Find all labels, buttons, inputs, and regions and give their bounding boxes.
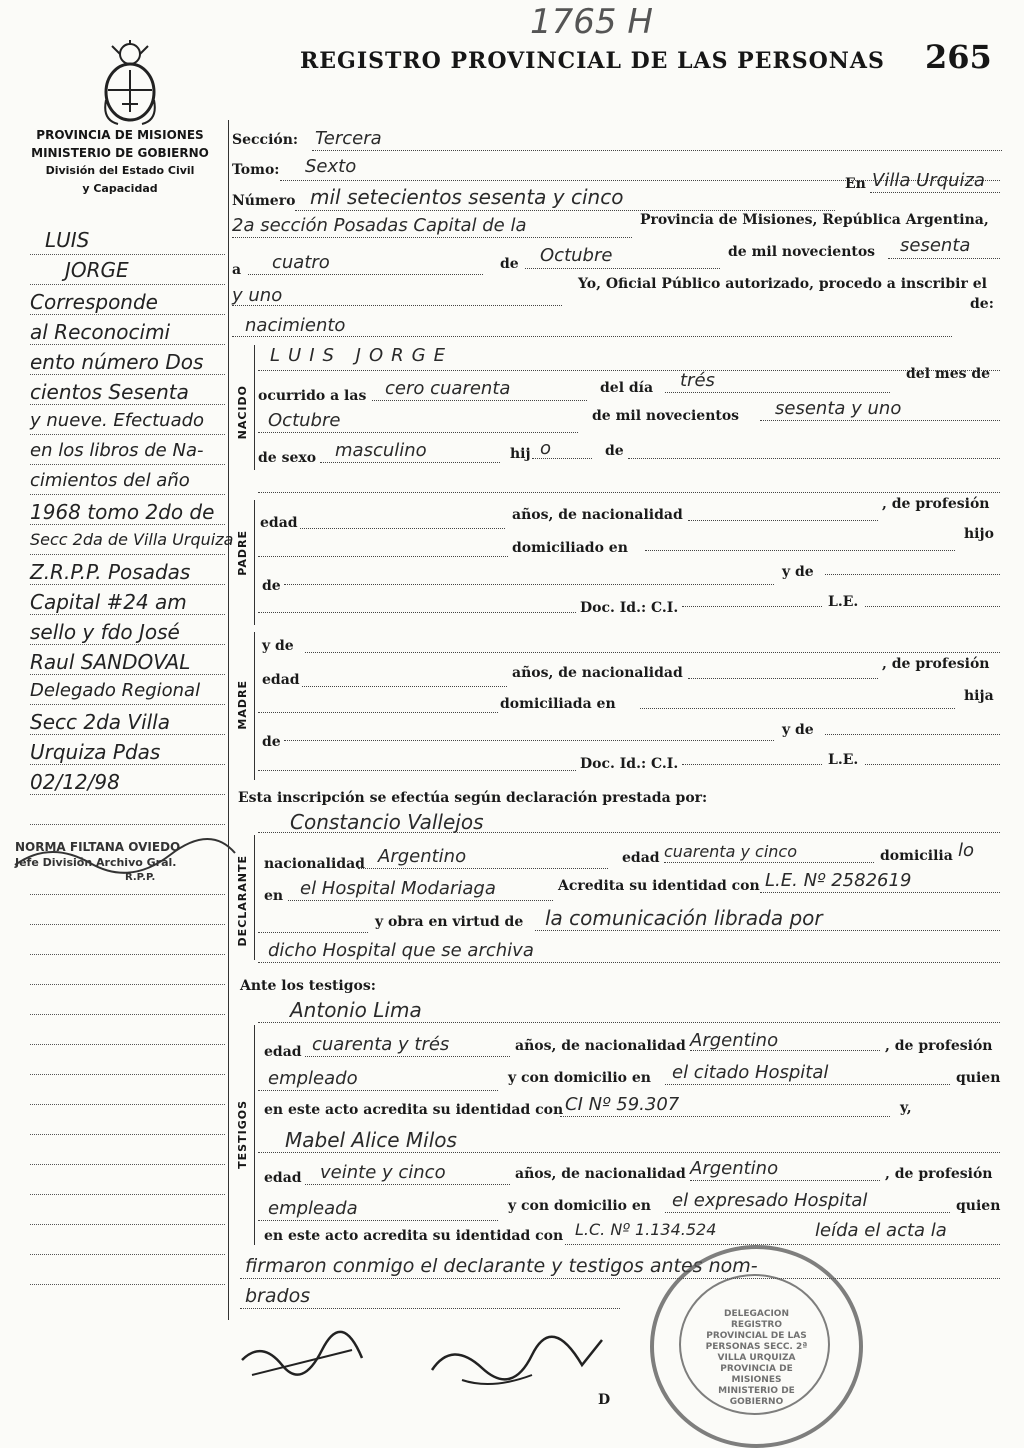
declarante-doc-value: L.E. Nº 2582619 xyxy=(765,870,912,891)
t1-quien-label: quien xyxy=(956,1070,1001,1086)
acta-type-value: nacimiento xyxy=(245,315,346,336)
provincia-label: Provincia de Misiones, República Argentina, xyxy=(640,212,989,228)
madre-de-label: de xyxy=(262,734,281,750)
declarante-edad-label: edad xyxy=(622,850,660,866)
t2-dom-label: y con domicilio en xyxy=(508,1198,651,1214)
declarante-dom-label: domicilia xyxy=(880,848,953,864)
t1-acred-label: en este acto acredita su identidad con xyxy=(264,1102,564,1118)
t2-doc-cont-value: leída el acta la xyxy=(815,1220,947,1241)
day-value: cuatro xyxy=(272,252,330,273)
margin-note-line: 02/12/98 xyxy=(30,770,120,794)
org-line: y Capacidad xyxy=(82,182,158,195)
declarante-nac-label: nacionalidad xyxy=(264,856,365,872)
de-colon-label: de: xyxy=(970,296,994,312)
stamp-line: NORMA FILTANA OVIEDO xyxy=(15,840,181,854)
margin-note-line: y nueve. Efectuado xyxy=(30,410,205,431)
margin-note-line: Secc 2da de Villa Urquiza xyxy=(30,530,234,549)
declarante-obra-label: y obra en virtud de xyxy=(375,914,524,930)
bottom-mark: D xyxy=(598,1392,611,1408)
declarante-en-label: en xyxy=(264,888,284,904)
madre-edad-label: edad xyxy=(262,672,300,688)
org-block xyxy=(20,126,220,198)
margin-divider xyxy=(228,120,229,1320)
t1-edad-value: cuarenta y trés xyxy=(312,1034,450,1055)
t2-nac-value: Argentino xyxy=(690,1158,779,1179)
margin-note-line: al Reconocimi xyxy=(30,320,171,344)
padre-doc-label: Doc. Id.: C.I. xyxy=(580,600,679,616)
declarante-obra-cont-value: dicho Hospital que se archiva xyxy=(268,940,534,961)
declarante-intro: Esta inscripción se efectúa según declaración prestada por: xyxy=(238,790,708,806)
sexo-label: de sexo xyxy=(258,450,317,466)
declarante-side-label: DECLARANTE xyxy=(236,855,249,947)
madre-y-de2-label: y de xyxy=(782,722,814,738)
margin-note-line: Urquiza Pdas xyxy=(30,740,161,764)
madre-nac-label: años, de nacionalidad xyxy=(512,665,683,681)
month-value: Octubre xyxy=(540,245,613,266)
margin-note-line: cientos Sesenta xyxy=(30,380,189,404)
yo-label: Yo, Oficial Público autorizado, procedo a inscribir el xyxy=(578,276,987,292)
margin-note-line: ento número Dos xyxy=(30,350,204,374)
t2-edad-label: edad xyxy=(264,1170,302,1186)
hij-value: o xyxy=(540,438,552,459)
t1-prof-value: empleado xyxy=(268,1068,358,1089)
seccion-label: Sección: xyxy=(232,132,299,148)
padre-le-label: L.E. xyxy=(828,594,859,610)
seal-text: DELEGACION REGISTRO PROVINCIAL DE LAS PERSONAS SECC. 2ª VILLA URQUIZA PROVINCIA DE MISIONES MINISTERIO DE GOBIERNO xyxy=(705,1309,808,1407)
t1-nac-value: Argentino xyxy=(690,1030,779,1051)
margin-note-line: Secc 2da Villa xyxy=(30,710,170,734)
declarante-en-value: el Hospital Modariaga xyxy=(300,878,496,899)
testigos-side-label: TESTIGOS xyxy=(236,1100,249,1169)
hij-label: hij xyxy=(510,446,531,462)
margin-note-line: Corresponde xyxy=(30,290,158,314)
madre-hija-label: hija xyxy=(964,688,994,704)
dia-value: trés xyxy=(680,370,715,391)
stamp-line: R.P.P. xyxy=(125,872,156,883)
margin-note-line: cimientos del año xyxy=(30,470,190,491)
padre-side-label: PADRE xyxy=(236,530,249,576)
declarante-edad-value: cuarenta y cinco xyxy=(664,842,797,861)
del-dia-label: del día xyxy=(600,380,654,396)
padre-y-de-label: y de xyxy=(782,564,814,580)
testigo1-name-value: Antonio Lima xyxy=(290,998,422,1022)
margin-note-line: sello y fdo José xyxy=(30,620,180,644)
org-line: División del Estado Civil xyxy=(45,164,195,177)
padre-nac-label: años, de nacionalidad xyxy=(512,507,683,523)
declarante-dom-value: lo xyxy=(958,840,975,861)
t2-prof-value: empleada xyxy=(268,1198,358,1219)
closing-value: firmaron conmigo el declarante y testigos antes nom- xyxy=(245,1255,758,1277)
nacido-mes-value: Octubre xyxy=(268,410,341,431)
hora-value: cero cuarenta xyxy=(385,378,511,399)
t2-nac-label: años, de nacionalidad xyxy=(515,1166,686,1182)
stamp-line: Jefe División Archivo Gral. xyxy=(15,856,177,869)
margin-note-line: Delegado Regional xyxy=(30,680,201,701)
sexo-value: masculino xyxy=(335,440,427,461)
t2-acred-label: en este acto acredita su identidad con xyxy=(264,1228,564,1244)
year-value: sesenta xyxy=(900,235,971,256)
page-number: 265 xyxy=(925,38,992,76)
del-mes-label: del mes de xyxy=(906,366,991,382)
en-label: En xyxy=(845,176,866,192)
signatures xyxy=(232,1320,612,1420)
t2-prof-label: , de profesión xyxy=(885,1166,993,1182)
margin-note-line: Z.R.P.P. Posadas xyxy=(30,560,191,584)
madre-doc-label: Doc. Id.: C.I. xyxy=(580,756,679,772)
t2-quien-label: quien xyxy=(956,1198,1001,1214)
padre-hijo-label: hijo xyxy=(964,526,994,542)
madre-prof-label: , de profesión xyxy=(882,656,990,672)
tomo-value: Sexto xyxy=(305,156,357,177)
margin-note-line: Capital #24 am xyxy=(30,590,187,614)
ocurrido-label: ocurrido a las xyxy=(258,388,367,404)
closing-cont-value: brados xyxy=(245,1285,311,1307)
org-line: MINISTERIO DE GOBIERNO xyxy=(31,146,209,160)
year-cont-value: y uno xyxy=(232,285,283,306)
declarante-name-value: Constancio Vallejos xyxy=(290,810,484,834)
declarante-nac-value: Argentino xyxy=(378,846,467,867)
a-label: a xyxy=(232,262,242,278)
t1-y-label: y, xyxy=(900,1100,912,1116)
numero-label: Número xyxy=(232,193,296,209)
margin-note-line: Raul SANDOVAL xyxy=(30,650,191,674)
margin-note-line: 1968 tomo 2do de xyxy=(30,500,215,524)
margin-signature xyxy=(10,835,240,885)
t1-nac-label: años, de nacionalidad xyxy=(515,1038,686,1054)
madre-le-label: L.E. xyxy=(828,752,859,768)
provincia-value: 2a sección Posadas Capital de la xyxy=(232,215,527,236)
margin-note-line: en los libros de Na- xyxy=(30,440,204,461)
nacido-year-label: de mil novecientos xyxy=(592,408,740,424)
t2-edad-value: veinte y cinco xyxy=(320,1162,446,1183)
testigo2-name-value: Mabel Alice Milos xyxy=(285,1128,457,1152)
year-label: de mil novecientos xyxy=(728,244,876,260)
t2-doc-value: L.C. Nº 1.134.524 xyxy=(575,1220,717,1239)
declarante-acredita-label: Acredita su identidad con xyxy=(558,878,760,894)
seccion-value: Tercera xyxy=(315,128,382,149)
de-label: de xyxy=(500,256,519,272)
t1-dom-value: el citado Hospital xyxy=(672,1062,829,1083)
margin-name-second: JORGE xyxy=(65,258,129,282)
madre-side-label: MADRE xyxy=(236,680,249,730)
t1-dom-label: y con domicilio en xyxy=(508,1070,651,1086)
tomo-label: Tomo: xyxy=(232,162,280,178)
padre-dom-label: domiciliado en xyxy=(512,540,628,556)
t1-edad-label: edad xyxy=(264,1044,302,1060)
top-handwritten-number: 1765 H xyxy=(530,2,653,42)
numero-value: mil setecientos sesenta y cinco xyxy=(310,185,624,209)
org-line: PROVINCIA DE MISIONES xyxy=(36,128,204,142)
padre-prof-label: , de profesión xyxy=(882,496,990,512)
t2-dom-value: el expresado Hospital xyxy=(672,1190,868,1211)
nacido-name-value: LUIS JORGE xyxy=(270,345,453,366)
testigos-intro: Ante los testigos: xyxy=(240,978,376,994)
madre-y-de-label: y de xyxy=(262,638,294,654)
argentina-coat-of-arms-icon xyxy=(98,40,162,126)
nacido-year-value: sesenta y uno xyxy=(775,398,902,419)
declarante-obra-value: la comunicación librada por xyxy=(545,906,823,930)
nacido-side-label: NACIDO xyxy=(236,385,249,440)
document-title: REGISTRO PROVINCIAL DE LAS PERSONAS xyxy=(300,48,885,74)
en-value: Villa Urquiza xyxy=(872,170,985,191)
official-seal xyxy=(650,1245,863,1448)
padre-edad-label: edad xyxy=(260,515,298,531)
margin-name-first: LUIS xyxy=(45,228,90,252)
t1-prof-label: , de profesión xyxy=(885,1038,993,1054)
nacido-de-label: de xyxy=(605,443,624,459)
madre-dom-label: domiciliada en xyxy=(500,696,616,712)
t1-doc-value: CI Nº 59.307 xyxy=(565,1094,680,1115)
padre-de-label: de xyxy=(262,578,281,594)
